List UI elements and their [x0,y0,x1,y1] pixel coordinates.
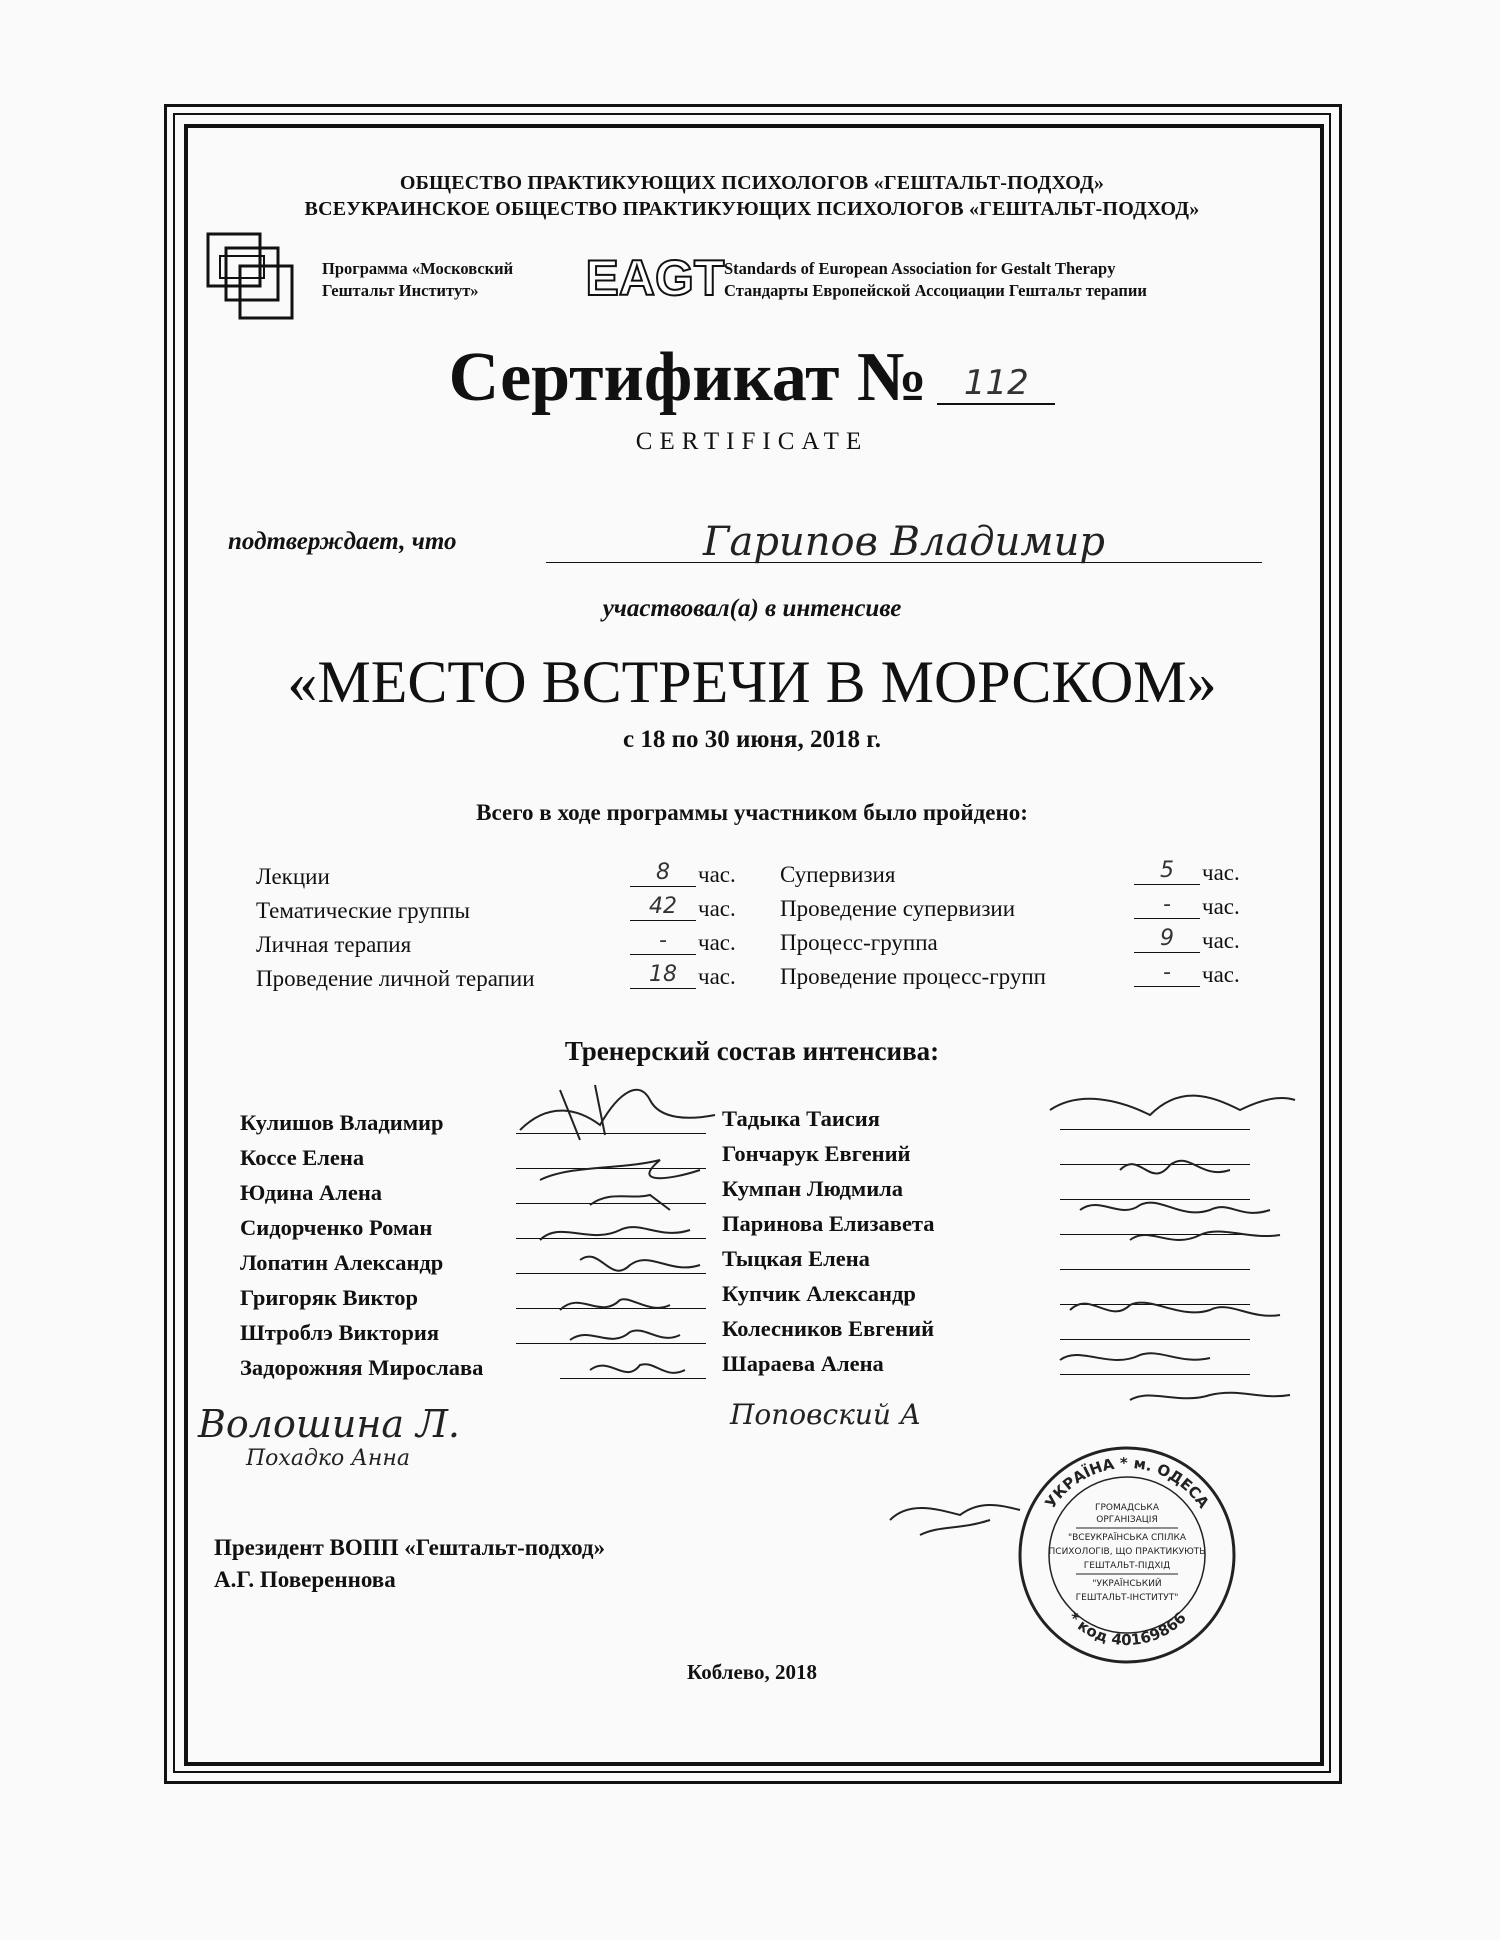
hours-label-personal-therapy: Личная терапия [256,932,412,957]
eagt-logo [585,252,725,302]
stamp-inner-7: ГЕШТАЛЬТ-ІНСТИТУТ" [1075,1593,1179,1603]
hours-value-conducting-therapy: 18 [630,964,696,989]
stamp-outer-top: УКРАЇНА * м. ОДЕСА [1041,1453,1213,1512]
hours-value-personal-therapy: - [630,930,696,955]
trainer-left-6: Григоряк Виктор [240,1285,419,1310]
program-name [322,258,513,302]
hours-unit: час. [1202,860,1240,885]
eagt-line-2: Стандарты Европейской Ассоциации Гештальт терапии [724,281,1147,300]
trainer-right-5: Тыцкая Елена [722,1246,870,1271]
org-name-line-2: ВСЕУКРАИНСКОЕ ОБЩЕСТВО ПРАКТИКУЮЩИХ ПСИХОЛОГОВ «ГЕШТАЛЬТ-ПОДХОД» [304,198,1200,220]
trainer-right-1: Тадыка Таисия [722,1106,880,1131]
stamp-inner-3: "ВСЕУКРАЇНСЬКА СПІЛКА [1067,1533,1187,1543]
hours-label-supervision: Супервизия [780,862,896,887]
certificate-title-en: CERTIFICATE [635,428,869,455]
trainer-right-7: Колесников Евгений [722,1316,935,1341]
trainer-right-2: Гончарук Евгений [722,1141,911,1166]
org-name-line-1: ОБЩЕСТВО ПРАКТИКУЮЩИХ ПСИХОЛОГОВ «ГЕШТАЛЬТ-ПОДХОД» [399,172,1105,194]
hours-value-process-group: 9 [1134,928,1200,953]
hours-unit: час. [1202,928,1240,953]
trainer-left-5: Лопатин Александр [240,1250,444,1275]
stamp-inner-5: ГЕШТАЛЬТ-ПІДХІД [1083,1561,1171,1571]
trainer-left-8: Задорожняя Мирослава [240,1355,484,1380]
eagt-line-1: Standards of European Association for Gestalt Therapy [724,259,1116,278]
hours-value-supervision: 5 [1134,860,1200,885]
signatures-right-scribbles [1040,1070,1300,1410]
stamp-outer-bottom: * код 40169866 [1064,1608,1190,1650]
trainers-heading: Тренерский состав интенсива: [564,1036,940,1066]
handwritten-signature-pokhadko: Похадко Анна [246,1446,411,1471]
hours-label-process-group: Процесс-группа [780,930,938,955]
hours-label-lectures: Лекции [256,864,330,889]
hours-unit: час. [1202,962,1240,987]
trainer-left-2: Коссе Елена [240,1145,365,1170]
hours-label-conducting-supervision: Проведение супервизии [780,896,1016,921]
hours-unit: час. [698,896,736,921]
confirms-label: подтверждает, что [228,528,457,555]
trainer-left-4: Сидорченко Роман [240,1215,433,1240]
eagt-logo-text: EAGT [585,252,725,302]
trainer-right-8: Шараева Алена [722,1351,884,1376]
eagt-standards [724,258,1147,302]
program-line-2: Гештальт Институт» [322,281,479,300]
signatures-left-scribbles [500,1070,740,1410]
trainer-right-3: Кумпан Людмила [722,1176,904,1201]
trainer-left-7: Штроблэ Виктория [240,1320,440,1345]
hours-heading: Всего в ходе программы участником было пройдено: [476,800,1028,825]
event-title: «МЕСТО ВСТРЕЧИ В МОРСКОМ» [287,649,1217,715]
hours-value-thematic-groups: 42 [630,896,696,921]
certificate-title-text: Сертификат № [448,339,928,416]
stamp-inner-2: ОРГАНІЗАЦІЯ [1096,1515,1158,1525]
stamp-inner-4: ПСИХОЛОГІВ, ЩО ПРАКТИКУЮТЬ [1048,1547,1206,1557]
hours-unit: час. [1202,894,1240,919]
trainer-left-3: Юдина Алена [240,1180,383,1205]
hours-unit: час. [698,964,736,989]
program-line-1: Программа «Московский [322,259,514,278]
president-block [214,1532,605,1596]
official-stamp [1016,1444,1238,1666]
handwritten-signature-popovsky: Поповский А [730,1398,922,1431]
hours-value-conducting-process-groups: - [1134,962,1200,987]
certificate-number: 112 [937,363,1055,405]
event-dates: с 18 по 30 июня, 2018 г. [623,726,881,753]
stamp-inner-1: ГРОМАДСЬКА [1095,1503,1159,1513]
hours-label-thematic-groups: Тематические группы [256,898,470,923]
hours-value-lectures: 8 [630,862,696,887]
squares-logo-icon [206,232,294,320]
svg-text:* код 40169866 [1064,1609,1189,1649]
recipient-name: Гарипов Владимир [546,522,1262,563]
stamp-inner-6: "УКРАЇНСЬКИЙ [1092,1579,1162,1589]
trainer-left-1: Кулишов Владимир [240,1110,444,1135]
certificate-title [184,338,1320,418]
hours-unit: час. [698,862,736,887]
hours-unit: час. [698,930,736,955]
president-title: Президент ВОПП «Гештальт-подход» [214,1535,606,1560]
hours-label-conducting-process-groups: Проведение процесс-групп [780,964,1046,989]
hours-value-conducting-supervision: - [1134,894,1200,919]
president-name: А.Г. Повереннова [214,1567,396,1592]
place-and-year: Коблево, 2018 [687,1660,817,1684]
participated-label: участвовал(а) в интенсиве [602,595,902,622]
trainer-right-6: Купчик Александр [722,1281,916,1306]
handwritten-signature-voloshina: Волошина Л. [198,1402,460,1446]
trainer-right-4: Паринова Елизавета [722,1211,935,1236]
hours-label-conducting-therapy: Проведение личной терапии [256,966,535,991]
